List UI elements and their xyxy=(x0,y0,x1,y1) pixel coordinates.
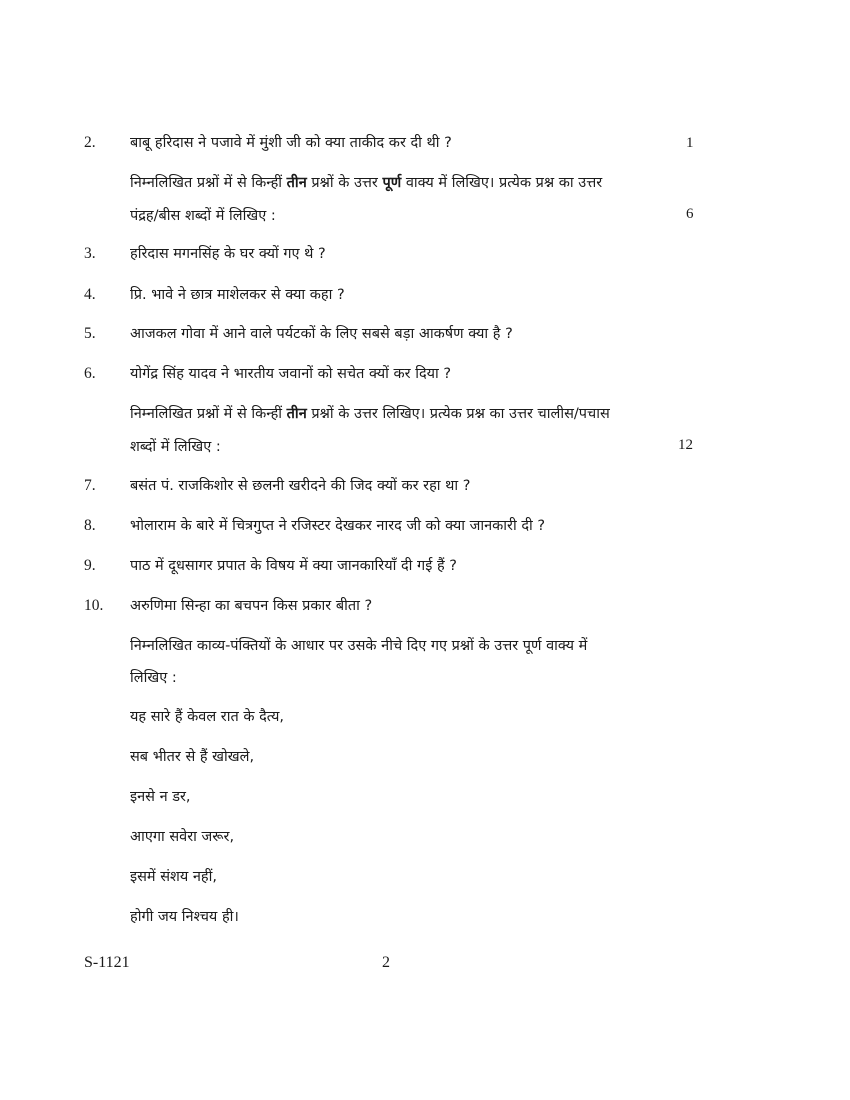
question-text: प्रि. भावे ने छात्र माशेलकर से क्या कहा ? xyxy=(130,287,345,303)
instruction-line: निम्नलिखित काव्य-पंक्तियों के आधार पर उसके नीचे दिए गए प्रश्नों के उत्तर पूर्ण वाक्य में xyxy=(130,638,588,654)
question-number: 6. xyxy=(84,365,96,382)
instruction-text: प्रश्नों के उत्तर लिखिए। प्रत्येक प्रश्न का उत्तर चालीस/पचास xyxy=(306,406,610,422)
instruction-line: लिखिए : xyxy=(130,670,177,686)
question-number: 10. xyxy=(84,597,104,614)
instruction-text: निम्नलिखित प्रश्नों में से किन्हीं xyxy=(130,175,287,191)
page-number: 2 xyxy=(382,954,390,971)
question-text: पाठ में दूधसागर प्रपात के विषय में क्या जानकारियाँ दी गई हैं ? xyxy=(130,558,457,574)
poem-line: यह सारे हैं केवल रात के दैत्य, xyxy=(130,709,284,725)
question-text: भोलाराम के बारे में चित्रगुप्त ने रजिस्टर देखकर नारद जी को क्या जानकारी दी ? xyxy=(130,518,546,534)
question-number: 9. xyxy=(84,557,96,574)
poem-line: सब भीतर से हैं खोखले, xyxy=(130,749,255,765)
poem-line: होगी जय निश्चय ही। xyxy=(130,909,239,925)
instruction-emphasis: तीन xyxy=(286,406,307,422)
marks-value: 1 xyxy=(686,135,694,151)
instruction-line: पंद्रह/बीस शब्दों में लिखिए : xyxy=(130,208,276,224)
instruction-text: वाक्य में लिखिए। प्रत्येक प्रश्न का उत्तर xyxy=(401,175,603,191)
question-text: हरिदास मगनसिंह के घर क्यों गए थे ? xyxy=(130,246,326,262)
question-number: 3. xyxy=(84,245,96,262)
question-number: 2. xyxy=(84,134,96,151)
poem-line: आएगा सवेरा जरूर, xyxy=(130,829,235,845)
question-text: बसंत पं. राजकिशोर से छलनी खरीदने की जिद क्यों कर रहा था ? xyxy=(130,478,471,494)
question-number: 7. xyxy=(84,477,96,494)
instruction-emphasis: तीन xyxy=(286,175,307,191)
paper-code: S-1121 xyxy=(84,954,130,971)
instruction-text: प्रश्नों के उत्तर xyxy=(306,175,383,191)
question-text: अरुणिमा सिन्हा का बचपन किस प्रकार बीता ? xyxy=(130,598,373,614)
poem-line: इनसे न डर, xyxy=(130,789,191,805)
instruction-line xyxy=(130,404,610,424)
instruction-line xyxy=(130,173,602,193)
question-number: 5. xyxy=(84,325,96,342)
marks-value: 6 xyxy=(686,206,694,222)
marks-value: 12 xyxy=(678,437,693,453)
instruction-line: शब्दों में लिखिए : xyxy=(130,439,221,455)
question-number: 8. xyxy=(84,517,96,534)
instruction-emphasis: पूर्ण xyxy=(382,175,402,191)
question-text: बाबू हरिदास ने पजावे में मुंशी जी को क्या ताकीद कर दी थी ? xyxy=(130,135,452,151)
poem-line: इसमें संशय नहीं, xyxy=(130,869,217,885)
instruction-text: निम्नलिखित प्रश्नों में से किन्हीं xyxy=(130,406,287,422)
question-text: योगेंद्र सिंह यादव ने भारतीय जवानों को सचेत क्यों कर दिया ? xyxy=(130,366,452,382)
question-text: आजकल गोवा में आने वाले पर्यटकों के लिए सबसे बड़ा आकर्षण क्या है ? xyxy=(130,326,513,342)
question-number: 4. xyxy=(84,286,96,303)
